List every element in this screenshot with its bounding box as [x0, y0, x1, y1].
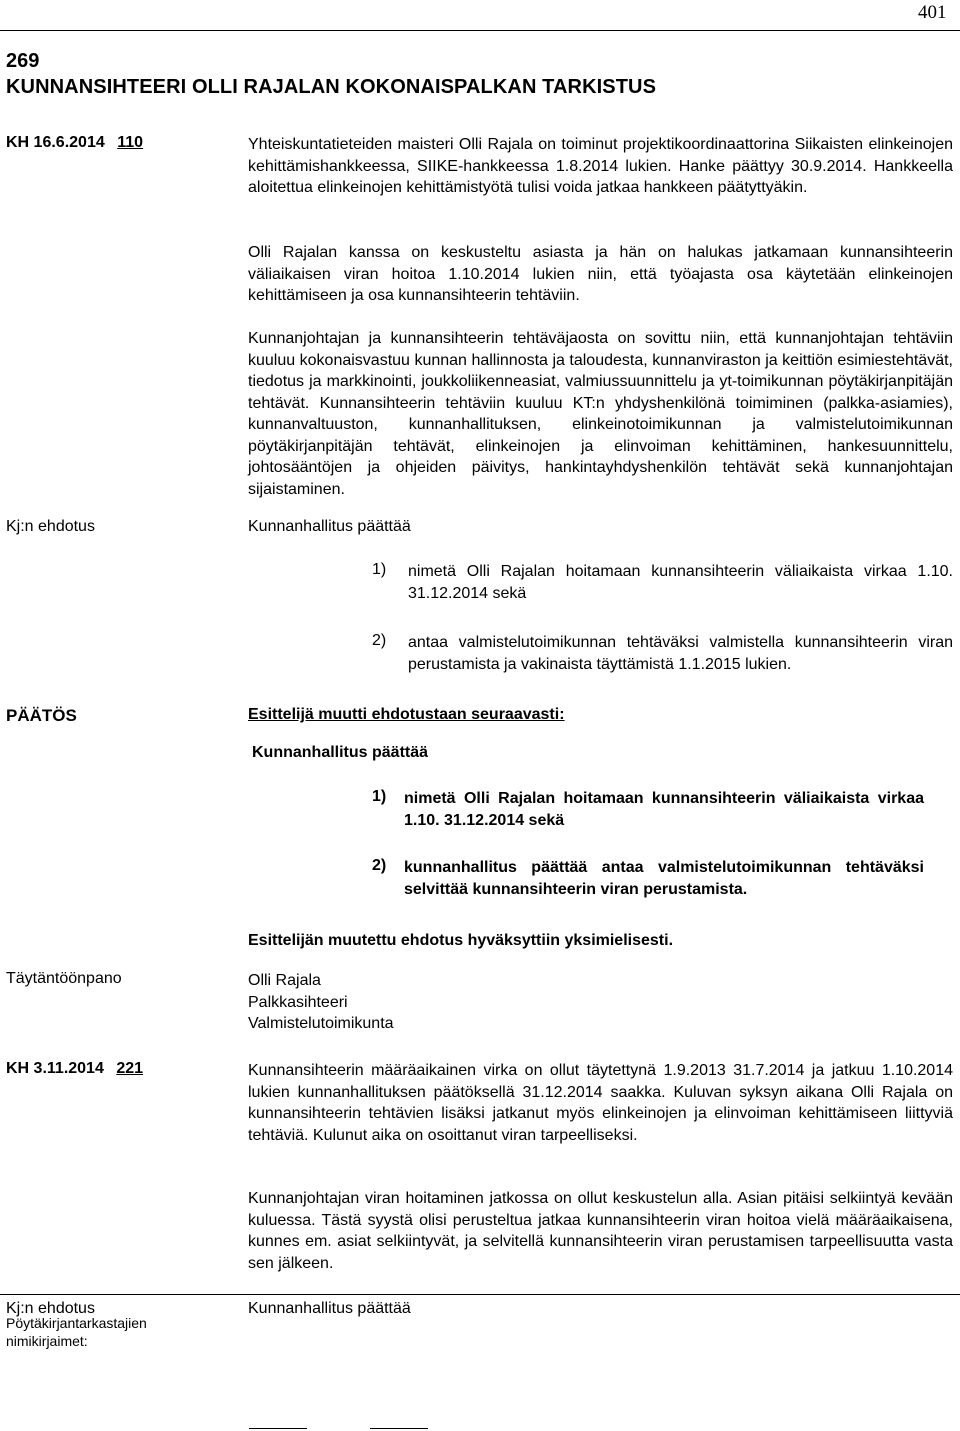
footer-label [6, 1314, 147, 1350]
decision-label: PÄÄTÖS [6, 706, 77, 725]
section-title: KUNNANSIHTEERI OLLI RAJALAN KOKONAISPALKAN TARKISTUS [6, 76, 657, 98]
recipient: Valmistelutoimikunta [248, 1015, 394, 1032]
execution-recipients [248, 970, 394, 1035]
entry-label-kh-16-6-2014 [6, 134, 143, 152]
entry-number: 221 [116, 1060, 144, 1077]
entry1-paragraph-1: Yhteiskuntatieteiden maisteri Olli Rajala on toiminut projektikoordinaattorina Siikaisten elinkeinojen kehittämishankkeessa, SIIKE-hankkeessa 1.8.2014 lukien. Hanke päättyy 30.9.2014. Hankkeella aloitettua elinkeinojen kehittämistyötä tulisi voida jatkaa hankkeen päätyttyäkin. [248, 136, 953, 196]
page-number: 401 [918, 2, 947, 23]
decision-sub: Kunnanhallitus päättää [252, 744, 429, 761]
proposal1-item-text: antaa valmistelutoimikunnan tehtäväksi valmistella kunnansihteerin viran perustamista ja vakinaista täyttämistä 1.1.2015 lukien. [408, 634, 953, 673]
decision-outcome: Esittelijän muutettu ehdotus hyväksyttiin yksimielisesti. [248, 932, 674, 949]
execution-label: Täytäntöönpano [6, 970, 122, 987]
section-number: 269 [6, 50, 40, 72]
recipient: Olli Rajala [248, 972, 321, 989]
decision-item-number: 2) [372, 857, 387, 874]
entry-label-kh-3-11-2014 [6, 1060, 143, 1078]
header-rule [0, 30, 960, 31]
entry-date: KH 3.11.2014 [6, 1060, 104, 1077]
proposal1-label: Kj:n ehdotus [6, 518, 95, 535]
footer-rule [0, 1294, 960, 1295]
signature-line [370, 1428, 428, 1429]
decision-item-text: kunnanhallitus päättää antaa valmistelutoimikunnan tehtäväksi selvittää kunnansihteerin viran perustamista. [404, 859, 924, 898]
proposal1-item-number: 2) [372, 632, 387, 649]
signature-line [249, 1428, 307, 1429]
entry-number: 110 [117, 134, 143, 151]
entry-date: KH 16.6.2014 [6, 134, 105, 151]
entry2-paragraph-1: Kunnansihteerin määräaikainen virka on ollut täytettynä 1.9.2013 31.7.2014 ja jatkuu 1.10.2014 lukien kunnanhallituksen päätöksellä 31.12.2014 saakka. Kuluvan syksyn aikana Olli Rajala on kunnansihteerin tehtävien lisäksi jatkanut myös elinkeinojen ja elinvoiman kehittämiseen liittyviä tehtäviä. Kulunut aika on osoittanut viran tarpeelliseksi. [248, 1062, 953, 1144]
decision-intro: Esittelijä muutti ehdotustaan seuraavasti: [248, 706, 565, 723]
decision-item-text: nimetä Olli Rajalan hoitamaan kunnansihteerin väliaikaista virkaa 1.10. 31.12.2014 sekä [404, 790, 924, 829]
proposal1-intro: Kunnanhallitus päättää [248, 518, 411, 535]
footer-label-line: Pöytäkirjantarkastajien [6, 1315, 147, 1331]
entry1-paragraph-3: Kunnanjohtajan ja kunnansihteerin tehtäväjaosta on sovittu niin, että kunnanjohtajan tehtäviin kuuluu kokonaisvastuu kunnan hallinnosta ja taloudesta, kunnanviraston ja keittiön esimiestehtävät, tiedotus ja markkinointi, joukkoliikenneasiat, valmiussuunnittelu ja yt-toimikunnan pöytäkirjanpitäjän tehtävät. Kunnansihteerin tehtäviin kuuluu KT:n yhdyshenkilönä toimiminen (palkka-asiamies), kunnanvaltuuston, kunnanhallituksen, elinkeinotoimikunnan ja valmistelutoimikunnan pöytäkirjanpitäjän tehtävät, elinkeinojen ja elinvoiman kehittäminen, hankesuunnittelu, johtosääntöjen ja ohjeiden päivitys, hankintayhdyshenkilön tehtävät sekä kunnanjohtajan sijaistaminen. [248, 330, 953, 498]
proposal2-label: Kj:n ehdotus [6, 1300, 95, 1317]
footer-label-line: nimikirjaimet: [6, 1333, 88, 1349]
recipient: Palkkasihteeri [248, 993, 348, 1011]
proposal1-item-number: 1) [372, 561, 387, 578]
entry2-paragraph-2: Kunnanjohtajan viran hoitaminen jatkossa on ollut keskustelun alla. Asian pitäisi selkiintyä kevään kuluessa. Tästä syystä olisi perusteltua jatkaa kunnansihteerin viran hoitoa vielä määräaikaisena, kunnes em. asiat selkiintyvät, ja selvitellä kunnansihteerin viran perustamisen tarpeellisuutta vasta sen jälkeen. [248, 1190, 953, 1272]
proposal2-intro: Kunnanhallitus päättää [248, 1300, 411, 1317]
proposal1-item-text: nimetä Olli Rajalan hoitamaan kunnansihteerin väliaikaista virkaa 1.10. 31.12.2014 sekä [408, 563, 953, 602]
entry1-paragraph-2: Olli Rajalan kanssa on keskusteltu asiasta ja hän on halukas jatkamaan kunnansihteerin väliaikaisen viran hoitoa 1.10.2014 lukien niin, että työajasta osa käytetään elinkeinojen kehittämiseen ja osa kunnansihteerin tehtäviin. [248, 244, 953, 304]
decision-item-number: 1) [372, 788, 387, 805]
